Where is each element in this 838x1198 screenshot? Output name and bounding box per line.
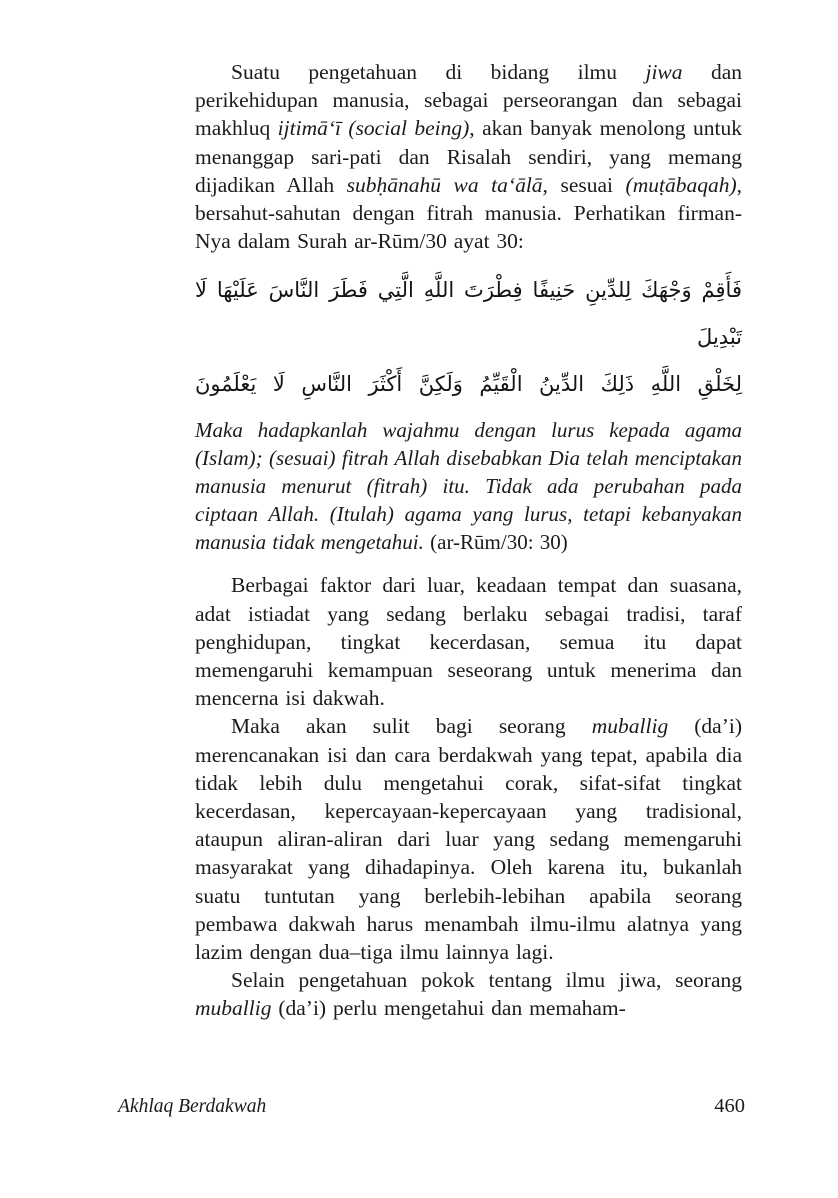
verse-translation: Maka hadapkanlah wajahmu dengan lurus kepada agama (Islam); (sesuai) fitrah Allah disebabkan Dia telah menciptakan manusia menurut (fitrah) itu. Tidak ada perubahan pada ciptaan Allah. (Itulah) agama yang lurus, tetapi kebanyakan manusia tidak mengetahui. (ar-Rūm/30: 30) [195,418,742,555]
arabic-verse-line-2: لِخَلْقِ اللَّهِ ذَلِكَ الدِّينُ الْقَيِّمُ وَلَكِنَّ أَكْثَرَ النَّاسِ لَا يَعْلَمُونَ [195,372,742,397]
paragraph-selain: Selain pengetahuan pokok tentang ilmu jiwa, seorang muballig (da’i) perlu mengetahui dan memaham- [195,968,742,1021]
page-content [195,58,742,1023]
paragraph-intro: Suatu pengetahuan di bidang ilmu jiwa dan perikehidupan manusia, sebagai perseorangan dan sebagai makhluq ijtimā‘ī (social being), akan banyak menolong untuk menanggap sari-pati dan Risalah sendiri, yang memang dijadikan Allah subḥānahū wa ta‘ālā, sesuai (muṭābaqah), bersahut-sahutan dengan fitrah manusia. Perhatikan firman-Nya dalam Surah ar-Rūm/30 ayat 30: [195,60,742,254]
paragraph-muballig-difficulty: Maka akan sulit bagi seorang muballig (da’i) merencanakan isi dan cara berdakwah yang tepat, apabila dia tidak lebih dulu mengetahui corak, sifat-sifat tingkat kecerdasan, kepercayaan-kepercayaan yang tradisional, ataupun aliran-aliran dari luar yang sedang memengaruhi masyarakat yang dihadapinya. Oleh karena itu, bukanlah suatu tuntutan yang berlebih-lebihan apabila seorang pembawa dakwah harus menambah ilmu-ilmu alatnya yang lazim dengan dua–tiga ilmu lainnya lagi. [195,714,743,965]
paragraph-factors: Berbagai faktor dari luar, keadaan tempat dan suasana, adat istiadat yang sedang berlaku sebagai tradisi, taraf penghidupan, tingkat kecerdasan, semua itu dapat memengaruhi kemampuan seseorang untuk menerima dan mencerna isi dakwah. [195,573,742,711]
page-number: 460 [714,1095,745,1117]
page-footer [118,1095,745,1118]
arabic-verse-line-1: فَأَقِمْ وَجْهَكَ لِلدِّينِ حَنِيفًا فِطْرَتَ اللَّهِ الَّتِي فَطَرَ النَّاسَ عَلَيْهَا لَا تَبْدِيلَ [195,278,742,350]
running-title: Akhlaq Berdakwah [118,1096,267,1117]
quran-verse-arabic [195,267,742,408]
